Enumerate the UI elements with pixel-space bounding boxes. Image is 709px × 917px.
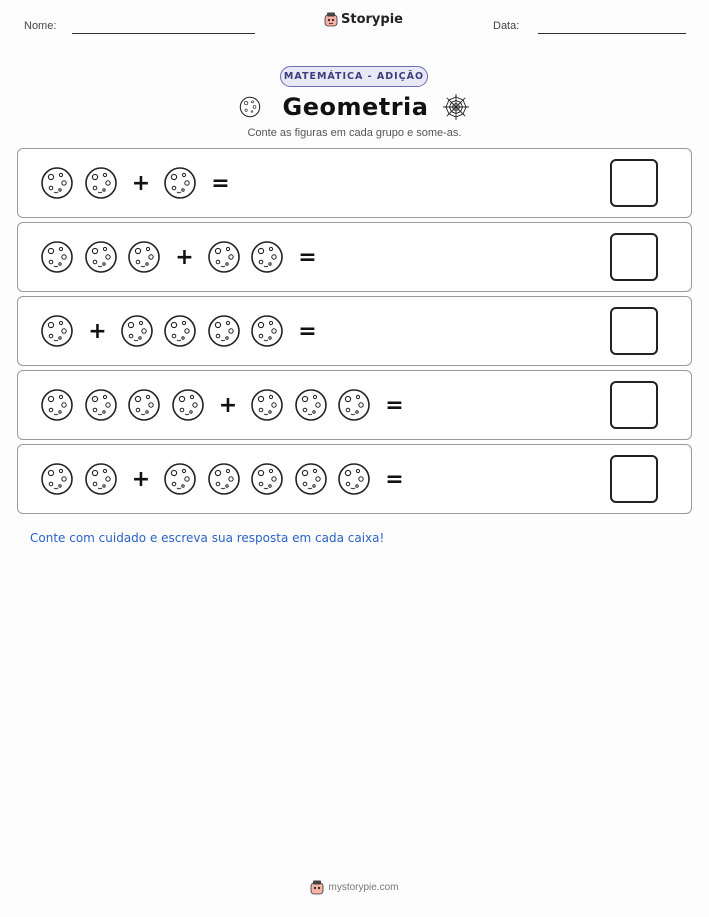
moon-icon <box>250 388 284 422</box>
plus-sign: + <box>218 392 238 418</box>
problem-row <box>17 444 692 514</box>
moon-icon <box>239 96 261 118</box>
name-label: Nome: <box>24 20 57 32</box>
answer-box[interactable] <box>610 455 658 503</box>
plus-sign: + <box>131 466 151 492</box>
answer-box[interactable] <box>610 307 658 355</box>
plus-sign: + <box>131 170 151 196</box>
moon-icon <box>40 388 74 422</box>
equals-sign: = <box>298 244 317 270</box>
mascot-icon <box>310 880 324 895</box>
equals-sign: = <box>385 392 404 418</box>
answer-box[interactable] <box>610 233 658 281</box>
moon-icon <box>120 314 154 348</box>
moon-icon <box>250 462 284 496</box>
moon-icon <box>84 462 118 496</box>
moon-icon <box>294 388 328 422</box>
addition-expression <box>40 149 243 217</box>
addition-expression <box>40 445 417 513</box>
moon-icon <box>40 166 74 200</box>
name-line[interactable] <box>72 33 255 34</box>
moon-icon <box>163 314 197 348</box>
date-label: Data: <box>493 20 520 32</box>
addition-expression <box>40 297 330 365</box>
brand-name: Storypie <box>341 12 403 27</box>
plus-sign: + <box>88 318 107 344</box>
subject-badge: MATEMÁTICA - ADIÇÃO <box>280 66 428 87</box>
problem-row <box>17 222 692 292</box>
problem-row <box>17 370 692 440</box>
moon-icon <box>40 240 74 274</box>
title-row <box>0 91 709 123</box>
equals-sign: = <box>385 466 404 492</box>
moon-icon <box>84 166 118 200</box>
moon-icon <box>127 388 161 422</box>
moon-icon <box>207 240 241 274</box>
instruction-text: Conte com cuidado e escreva sua resposta em cada caixa! <box>30 531 385 545</box>
footer <box>0 880 709 895</box>
moon-icon <box>163 462 197 496</box>
addition-expression <box>40 371 417 439</box>
moon-icon <box>40 314 74 348</box>
problem-row <box>17 296 692 366</box>
equals-sign: = <box>211 170 230 196</box>
answer-box[interactable] <box>610 381 658 429</box>
answer-box[interactable] <box>610 159 658 207</box>
moon-icon <box>250 314 284 348</box>
footer-url: mystorypie.com <box>328 882 399 893</box>
addition-expression <box>40 223 330 291</box>
date-line[interactable] <box>538 33 686 34</box>
moon-icon <box>337 388 371 422</box>
subtitle: Conte as figuras em cada grupo e some-as. <box>247 127 462 139</box>
brand-logo <box>324 12 403 27</box>
problem-row <box>17 148 692 218</box>
plus-sign: + <box>175 244 194 270</box>
moon-icon <box>84 240 118 274</box>
page-title: Geometria <box>282 93 429 121</box>
moon-icon <box>84 388 118 422</box>
moon-icon <box>337 462 371 496</box>
mascot-icon <box>324 12 338 27</box>
equals-sign: = <box>298 318 317 344</box>
moon-icon <box>250 240 284 274</box>
moon-icon <box>171 388 205 422</box>
moon-icon <box>163 166 197 200</box>
moon-icon <box>40 462 74 496</box>
moon-icon <box>207 462 241 496</box>
moon-icon <box>127 240 161 274</box>
spiderweb-icon <box>442 93 470 121</box>
moon-icon <box>207 314 241 348</box>
moon-icon <box>294 462 328 496</box>
